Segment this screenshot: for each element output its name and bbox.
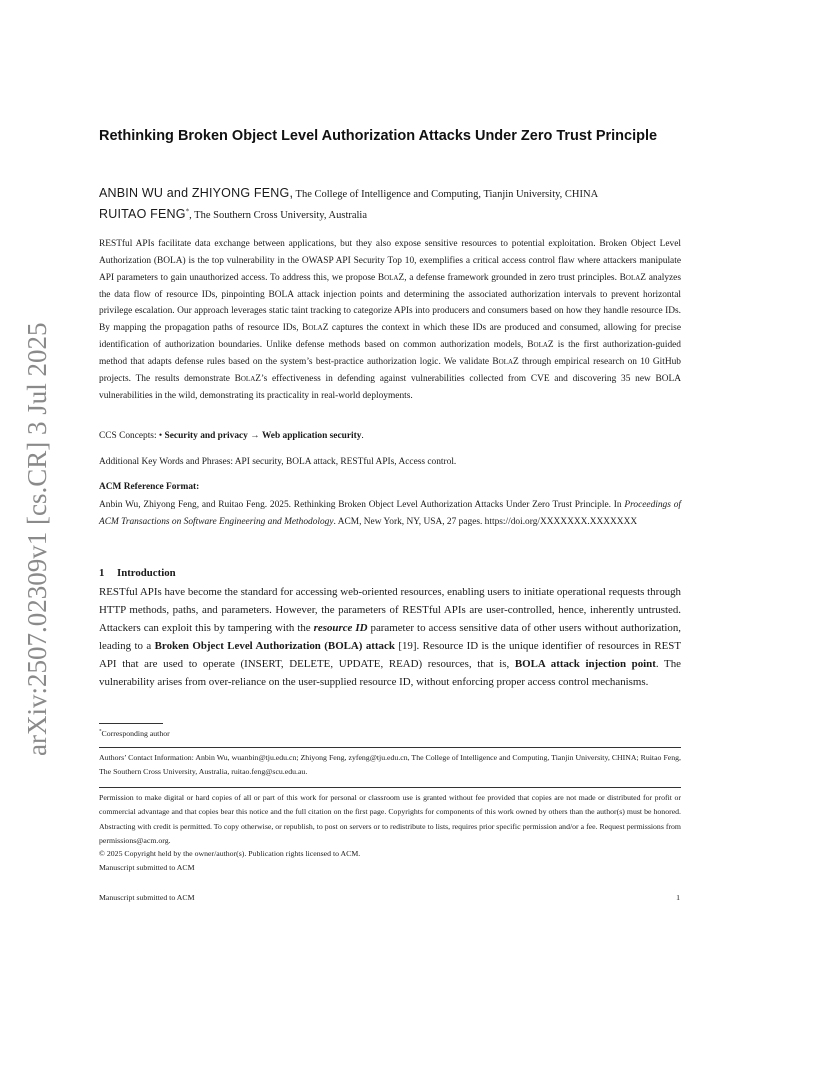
system-name: BolaZ xyxy=(377,272,405,283)
ccs-subconcept: Web application security xyxy=(261,431,362,441)
emphasis-injection-point: BOLA attack injection point xyxy=(514,657,656,670)
author-names: RUITAO FENG xyxy=(99,207,186,221)
arxiv-identifier-stamp: arXiv:2507.02309v1 [cs.CR] 3 Jul 2025 xyxy=(22,322,52,756)
author-names: ANBIN WU and ZHIYONG FENG, xyxy=(99,186,294,200)
emphasis-resource-id: resource ID xyxy=(313,621,368,634)
section-heading-introduction xyxy=(99,565,681,581)
author-affiliation: , The Southern Cross University, Australia xyxy=(189,210,368,221)
footnote-corresponding: *Corresponding author xyxy=(99,728,170,738)
footnote-rule xyxy=(99,723,163,724)
contact-information: Authors’ Contact Information: Anbin Wu, wuanbin@tju.edu.cn; Zhiyong Feng, zyfeng@tju.edu.cn, The College of Intelligence and Computing, Tianjin University, CHINA; Ruitao Feng, The Southern Cross University, Australia, ruitao.feng@scu.edu.au. xyxy=(99,753,681,776)
system-name: BolaZ xyxy=(527,340,554,351)
running-footer: Manuscript submitted to ACM xyxy=(99,893,195,902)
keywords: Additional Key Words and Phrases: API security, BOLA attack, RESTful APIs, Access control. xyxy=(99,457,457,467)
ccs-concept: Security and privacy xyxy=(164,431,248,441)
acm-reference: Anbin Wu, Zhiyong Feng, and Ruitao Feng. 2025. Rethinking Broken Object Level Authorization Attacks Under Zero Trust Principle. In Proceedings of ACM Transactions on Software Engineering and Methodology. ACM, New York, NY, USA, 27 pages. https://doi.org/XXXXXXX.XXXXXXX xyxy=(99,500,681,527)
introduction-paragraph: RESTful APIs have become the standard for accessing web-oriented resources, enabling users to initiate operational requests through HTTP methods, paths, and parameters. However, the parameters of RESTful APIs are user-controlled, hence, inherently untrusted. Attackers can exploit this by tampering with the resource ID parameter to access sensitive data of other users without authorization, leading to a Broken Object Level Authorization (BOLA) attack [19]. Resource ID is the unique identifier of resources in REST API that are used to operate (INSERT, DELETE, UPDATE, READ) resources, that is, BOLA attack injection point. The vulnerability arises from over-reliance on the user-supplied resource ID, without enforcing proper access control mechanisms. xyxy=(99,586,682,688)
section-number: 1 xyxy=(99,567,105,579)
page-number: 1 xyxy=(676,893,680,902)
author-line-2 xyxy=(99,204,681,226)
section-title: Introduction xyxy=(117,567,176,579)
system-name: BolaZ xyxy=(234,373,261,384)
paper-title: Rethinking Broken Object Level Authorization Attacks Under Zero Trust Principle xyxy=(99,128,658,144)
divider xyxy=(99,747,681,748)
system-name: BolaZ xyxy=(302,323,329,334)
permission-notice: Permission to make digital or hard copies of all or part of this work for personal or classroom use is granted without fee provided that copies are not made or distributed for profit or commercial advantage and that copies bear this notice and the full citation on the first page. Copyrights for components of this work owned by others than the author(s) must be honored. Abstracting with credit is permitted. To copy otherwise, or republish, to post on servers or to redistribute to lists, requires prior specific permission and/or a fee. Request permissions from permissions@acm.org. xyxy=(99,793,681,845)
acm-reference-heading: ACM Reference Format: xyxy=(99,482,200,492)
system-name: BolaZ xyxy=(492,356,519,367)
copyright-notice: © 2025 Copyright held by the owner/author(s). Publication rights licensed to ACM. xyxy=(99,849,361,858)
abstract: RESTful APIs facilitate data exchange between applications, but they also expose sensitive resources to potential exploitation. Broken Object Level Authorization (BOLA) is the top vulnerability in the OWASP API Security Top 10, exemplifies a critical access control flaw where attackers manipulate API parameters to gain unauthorized access. To address this, we propose BolaZ, a defense framework grounded in zero trust principles. BolaZ analyzes the data flow of resource IDs, pinpointing BOLA attack injection points and determining the associated authorization intervals to prevent horizontal privilege escalation. Our approach leverages static taint tracking to categorize APIs into producers and consumers based on how they handle resource IDs. By mapping the propagation paths of resource IDs, BolaZ captures the context in which these IDs are produced and consumed, allowing for precise identification of authorization boundaries. Unlike defense methods based on common authorization models, BolaZ is the first authorization-guided method that adapts defense rules based on the system’s best-practice authorization logic. We validate BolaZ through empirical research on 10 GitHub projects. The results demonstrate BolaZ’s effectiveness in defending against vulnerabilities collected from CVE and discovering 35 new BOLA vulnerabilities in the wild, demonstrating its practicality in real-world deployments. xyxy=(99,239,681,401)
ccs-concepts: CCS Concepts: • Security and privacy → Web application security. xyxy=(99,431,364,441)
submission-note: Manuscript submitted to ACM xyxy=(99,863,195,872)
author-affiliation: The College of Intelligence and Computing, Tianjin University, CHINA xyxy=(293,189,599,200)
venue: Proceedings of ACM Transactions on Software Engineering and Methodology xyxy=(99,500,681,527)
corresponding-mark: * xyxy=(185,208,190,216)
author-line-1 xyxy=(99,183,681,205)
system-name: BolaZ xyxy=(619,272,647,283)
divider xyxy=(99,787,681,788)
emphasis-bola-attack: Broken Object Level Authorization (BOLA) attack xyxy=(154,639,395,652)
